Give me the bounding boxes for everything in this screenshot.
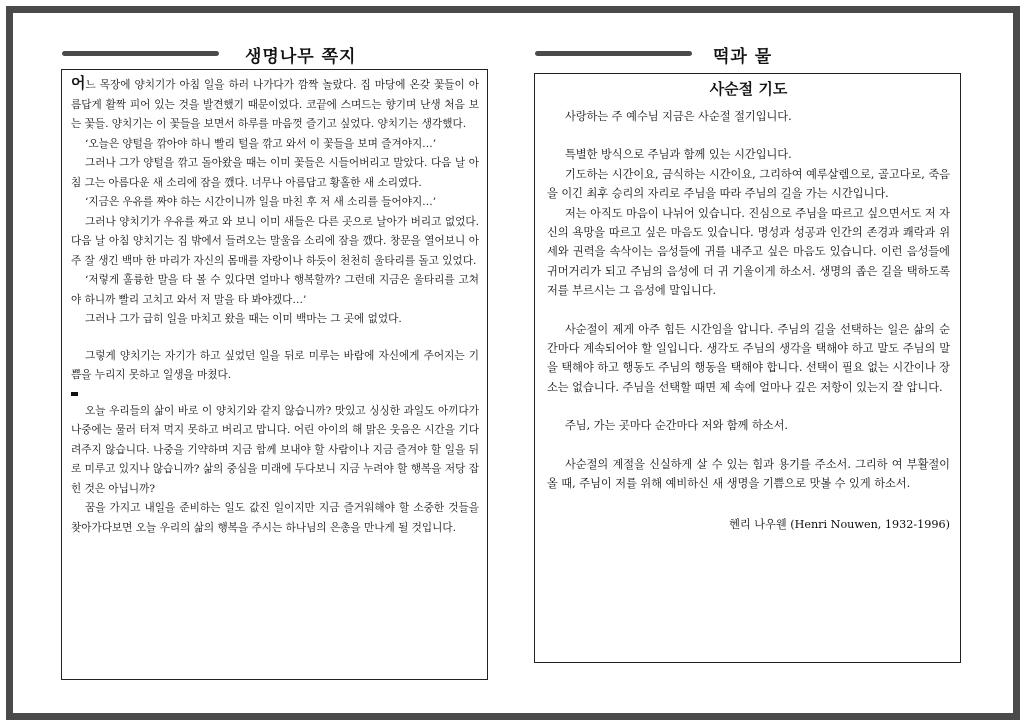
left-header-rule xyxy=(62,51,219,56)
story-paragraph-4: ‘지금은 우유를 짜야 하는 시간이니까 일을 마친 후 저 새 소리를 들어야지…’ xyxy=(85,196,437,208)
section-divider xyxy=(71,392,78,396)
story-paragraph-1: 어느 목장에 양치기가 아침 일을 하러 나가다가 깜짝 놀랐다. 집 마당에 온갖 꽃들이 아름답게 활짝 피어 있는 것을 발견했기 때문이었다. 코끝에 스며드는 향기며 난생 처음 보는 꽃들. 양치기는 이 꽃들을 보면서 하루를 마음껏 즐기고 싶었다. 양치기는 생각했다. xyxy=(71,74,479,130)
prayer-paragraph-3: 기도하는 시간이요, 금식하는 시간이요, 그리하여 예루살렘으로, 골고다로, 죽음을 이긴 최후 승리의 자리로 주님을 따라 주님의 길을 가는 시간입니다. xyxy=(547,167,950,201)
signature: 헨리 나우웬 (Henri Nouwen, 1932-1996) xyxy=(729,517,950,531)
prayer-title: 사순절 기도 xyxy=(709,80,788,98)
left-heading: 생명나무 쪽지 xyxy=(245,47,357,67)
right-heading: 떡과 물 xyxy=(713,47,773,67)
reflection-paragraph-1: 오늘 우리들의 삶이 바로 이 양치기와 같지 않습니까? 맛있고 싱싱한 과일도 아끼다가 나중에는 물러 터져 먹지 못하고 버리고 맙니다. 어린 아이의 해 맑은 웃음은 시간을 기다려주지 않습니다. 나중을 기약하며 지금 함께 보내야 할 사람이나 지금 즐겨야 할 일을 뒤로 미루고 있지나 않습니까? 삶의 중심을 미래에 두다보니 지금 누려야 할 행복을 저당 잡힌 것은 아닙니까? xyxy=(71,404,479,495)
prayer-box xyxy=(534,73,961,663)
story-paragraph-2: ‘오늘은 양털을 깎아야 하니 빨리 털을 깎고 와서 이 꽃들을 보며 즐겨야지…’ xyxy=(85,137,437,150)
right-header-rule xyxy=(535,51,692,56)
prayer-paragraph-2: 특별한 방식으로 주님과 함께 있는 시간입니다. xyxy=(565,148,792,162)
story-paragraph-8: 그렇게 양치기는 자기가 하고 싶었던 일을 뒤로 미루는 바람에 자신에게 주어지는 기쁨을 누리지 못하고 일생을 마쳤다. xyxy=(71,349,479,381)
story-paragraph-7: 그러나 그가 급히 일을 마치고 왔을 때는 이미 백마는 그 곳에 없었다. xyxy=(85,313,402,325)
prayer-paragraph-7: 사순절의 계절을 신실하게 살 수 있는 힘과 용기를 주소서. 그리하 여 부활절이 올 때, 주님이 저를 위해 예비하신 새 생명을 기쁨으로 맛볼 수 있게 하소서. xyxy=(547,457,950,491)
prayer-paragraph-4: 저는 아직도 마음이 나뉘어 있습니다. 진심으로 주님을 따르고 싶으면서도 저 자신의 욕망을 따르고 싶은 마음도 있습니다. 명성과 성공과 인간의 존경과 쾌락과 위세와 권력을 속삭이는 음성들에 귀를 내주고 싶은 마음도 있습니다. 이런 음성들에 귀머거리가 되고 주님의 음성에 더 귀 기울이게 하소서. 생명의 좁은 길을 택하도록 저를 부르시는 그 음성에 말입니다. xyxy=(547,206,950,298)
story-paragraph-3: 그러나 그가 양털을 깎고 돌아왔을 때는 이미 꽃들은 시들어버리고 말았다. 다음 날 아침 그는 아름다운 새 소리에 잠을 깼다. 너무나 아름답고 황홀한 새 소리였다. xyxy=(71,157,479,189)
prayer-paragraph-6: 주님, 가는 곳마다 순간마다 저와 함께 하소서. xyxy=(565,419,788,433)
prayer-paragraph-1: 사랑하는 주 예수님 지금은 사순절 절기입니다. xyxy=(565,110,792,123)
story-paragraph-6: ‘저렇게 훌륭한 말을 타 볼 수 있다면 얼마나 행복할까? 그런데 지금은 울타리를 고쳐야 하니까 빨리 고치고 와서 저 말을 타 봐야겠다…’ xyxy=(71,274,479,306)
story-box xyxy=(61,69,488,680)
story-paragraph-5: 그러나 양치기가 우유를 짜고 와 보니 이미 새들은 다른 곳으로 날아가 버리고 없었다. 다음 날 아침 양치기는 집 밖에서 들려오는 말울음 소리에 잠을 깼다. 창문을 열어보니 아주 잘 생긴 백마 한 마리가 자신의 몸매를 자랑이나 하듯이 천천히 울타리를 돌고 있었다. xyxy=(71,215,479,267)
prayer-paragraph-5: 사순절이 제게 아주 힘든 시간임을 압니다. 주님의 길을 선택하는 일은 삶의 순간마다 계속되어야 할 일입니다. 생각도 주님의 생각을 택해야 하고 말도 주님의 말을 택해야 하고 행동도 주님의 행동을 택해야 합니다. 선택이 필요 없는 시간이나 장소는 없습니다. 주님을 선택할 때면 제 속에 얼마나 깊은 저항이 있는지 잘 압니다. xyxy=(547,322,950,394)
dropcap: 어 xyxy=(71,74,86,92)
reflection-paragraph-2: 꿈을 가지고 내일을 준비하는 일도 값진 일이지만 지금 즐거워해야 할 소중한 것들을 찾아가다보면 오늘 우리의 삶의 행복을 주시는 하나님의 은총을 만나게 될 것입니다. xyxy=(71,502,479,534)
